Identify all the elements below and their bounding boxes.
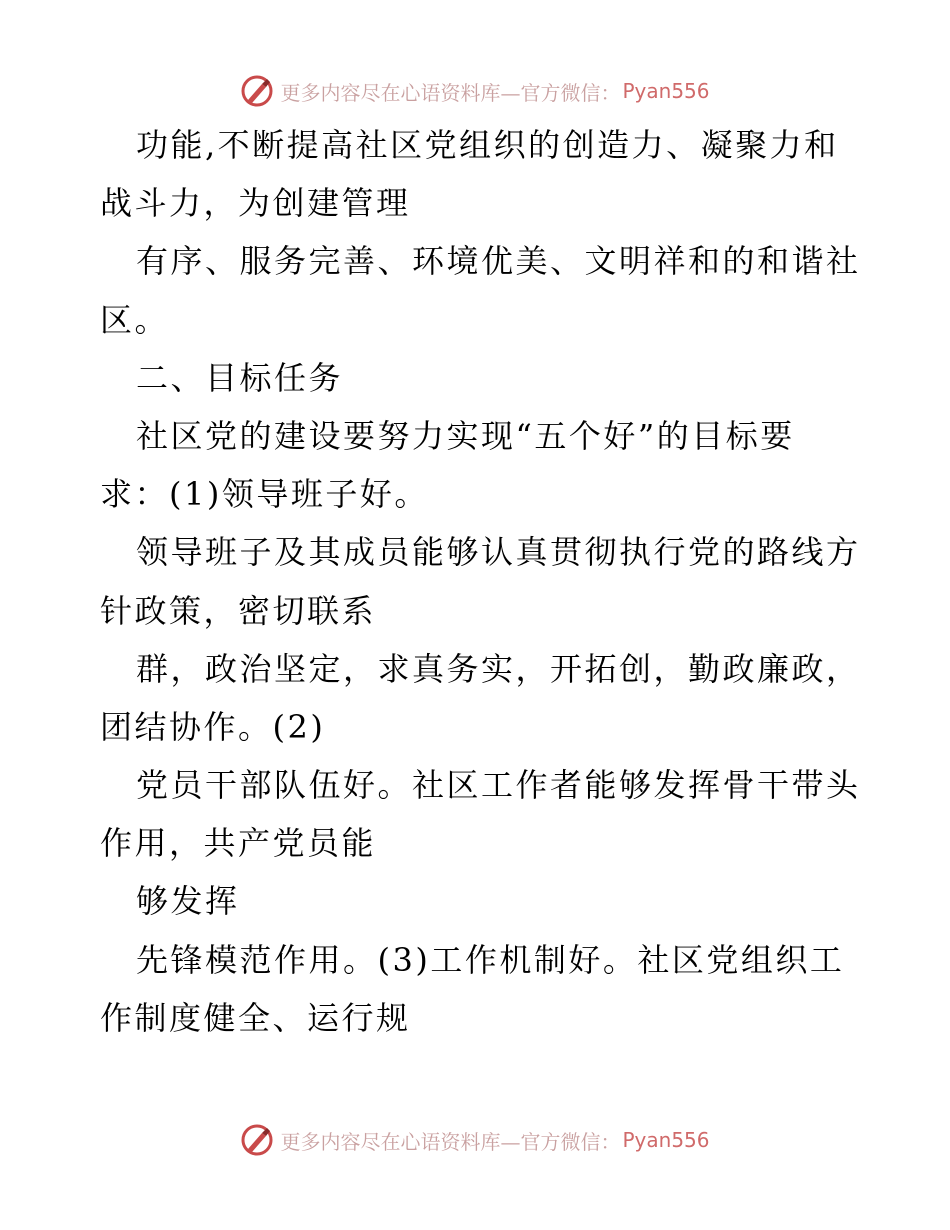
watermark-text: 更多内容尽在心语资料库—官方微信： (280, 80, 621, 105)
text-line: 领导班子及其成员能够认真贯彻执行党的路线方 (136, 533, 861, 572)
watermark-header (0, 71, 950, 111)
text-line: 求：(1)领导班子好。 (100, 475, 429, 514)
text-line: 先锋模范作用。(3)工作机制好。社区党组织工 (136, 940, 845, 979)
text-line: 团结协作。(2) (100, 707, 326, 746)
text-line: 针政策，密切联系 (100, 591, 377, 630)
text-line: 作用，共产党员能 (100, 824, 377, 863)
text-line: 战斗力，为创建管理 (100, 184, 411, 223)
text-line: 群，政治坚定，求真务实，开拓创，勤政廉政， (136, 649, 861, 688)
watermark-text: 更多内容尽在心语资料库—官方微信： (280, 1129, 621, 1154)
watermark-id: Pyan556 (622, 1128, 710, 1152)
text-line: 区。 (100, 300, 170, 339)
section-heading: 二、目标任务 (136, 358, 344, 397)
pen-logo-icon (240, 74, 274, 108)
text-line: 社区党的建设要努力实现“五个好”的目标要 (136, 416, 795, 455)
text-line: 作制度健全、运行规 (100, 998, 411, 1037)
text-line: 党员干部队伍好。社区工作者能够发挥骨干带头 (136, 766, 861, 805)
text-line: 够发挥 (136, 882, 240, 921)
pen-logo-icon (240, 1123, 274, 1157)
watermark-footer (0, 1120, 950, 1160)
text-line: 功能,不断提高社区党组织的创造力、凝聚力和 (136, 126, 839, 164)
document-body (100, 116, 860, 1047)
text-line: 有序、服务完善、环境优美、文明祥和的和谐社 (136, 242, 861, 281)
watermark-id: Pyan556 (622, 79, 710, 103)
